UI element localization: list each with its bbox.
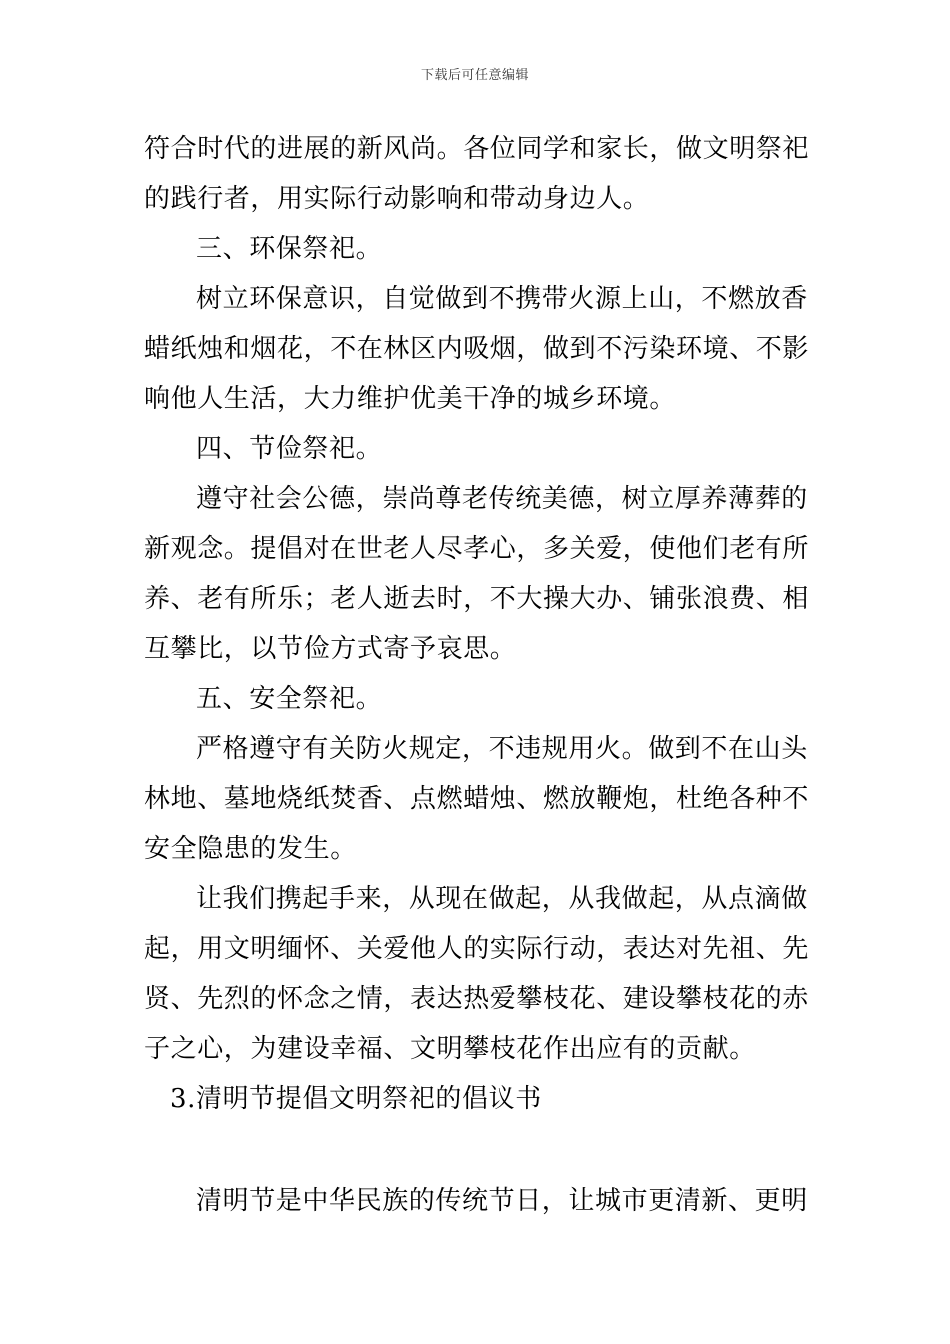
paragraph-line: 蜡纸烛和烟花，不在林区内吸烟，做到不污染环境、不影 [144, 334, 810, 364]
paragraph-line: 响他人生活，大力维护优美干净的城乡环境。 [144, 384, 677, 414]
blank-spacer [144, 1124, 810, 1176]
paragraph-line: 新观念。提倡对在世老人尽孝心，多关爱，使他们老有所 [144, 534, 810, 564]
page-header: 下载后可任意编辑 [420, 68, 529, 83]
paragraph-line: 树立环保意识，自觉做到不携带火源上山，不燃放香 [196, 284, 808, 314]
paragraph-line: 林地、墓地烧纸焚香、点燃蜡烛、燃放鞭炮，杜绝各种不 [144, 784, 810, 814]
paragraph-line: 安全隐患的发生。 [144, 834, 357, 864]
section-heading: 五、安全祭祀。 [196, 684, 383, 714]
document-body [144, 124, 810, 1226]
paragraph-line: 子之心，为建设幸福、文明攀枝花作出应有的贡献。 [144, 1034, 756, 1064]
document-title: 3.清明节提倡文明祭祀的倡议书 [170, 1084, 542, 1114]
paragraph-line: 让我们携起手来，从现在做起，从我做起，从点滴做 [196, 884, 808, 914]
paragraph-line: 养、老有所乐；老人逝去时，不大操大办、铺张浪费、相 [144, 584, 810, 614]
section-heading: 三、环保祭祀。 [196, 234, 383, 264]
paragraph-line: 严格遵守有关防火规定，不违规用火。做到不在山头 [196, 734, 808, 764]
section-heading: 四、节俭祭祀。 [196, 434, 383, 464]
paragraph-line: 互攀比，以节俭方式寄予哀思。 [144, 634, 517, 664]
paragraph-line: 清明节是中华民族的传统节日，让城市更清新、更明 [196, 1186, 808, 1216]
paragraph-line: 的践行者，用实际行动影响和带动身边人。 [144, 184, 650, 214]
paragraph-line: 贤、先烈的怀念之情，表达热爱攀枝花、建设攀枝花的赤 [144, 984, 810, 1014]
paragraph-line: 符合时代的进展的新风尚。各位同学和家长，做文明祭祀 [144, 134, 810, 164]
paragraph-line: 起，用文明缅怀、关爱他人的实际行动，表达对先祖、先 [144, 934, 810, 964]
paragraph-line: 遵守社会公德，崇尚尊老传统美德，树立厚养薄葬的 [196, 484, 808, 514]
